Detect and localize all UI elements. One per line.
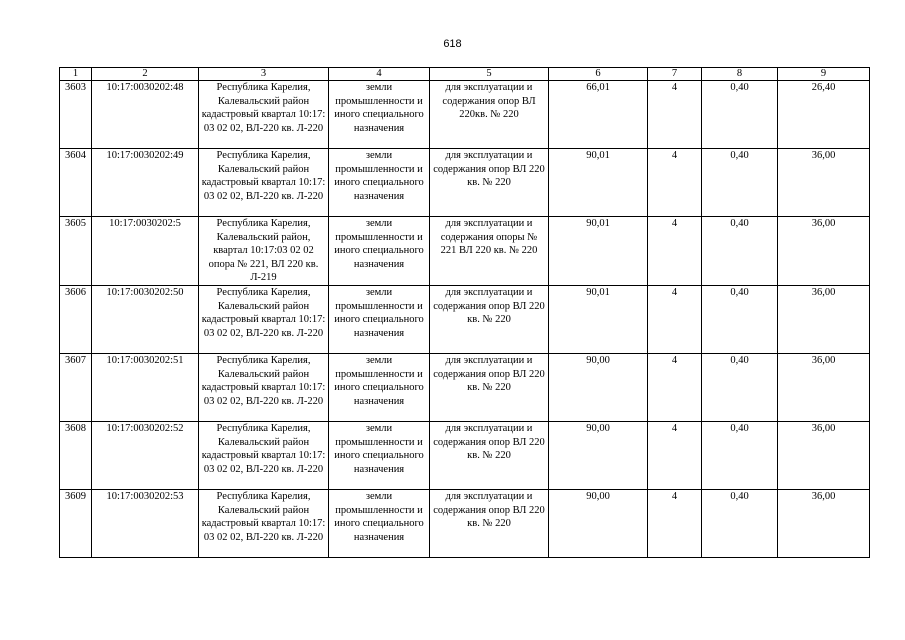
cell-row-id: 3605	[60, 217, 92, 286]
table-row	[60, 285, 870, 353]
cell-col8: 0,40	[702, 217, 778, 286]
cell-location: Республика Карелия, Калевальский район кадастровый квартал 10:17: 03 02 02, ВЛ-220 кв. Л-220	[199, 421, 329, 489]
column-number-row	[60, 68, 870, 81]
table-body	[60, 81, 870, 558]
cell-col7: 4	[648, 489, 702, 557]
cell-col7: 4	[648, 81, 702, 149]
cell-permitted-use: для эксплуатации и содержания опор ВЛ 220 кв. № 220	[430, 149, 549, 217]
cell-col8: 0,40	[702, 353, 778, 421]
cell-permitted-use: для эксплуатации и содержания опор ВЛ 220кв. № 220	[430, 81, 549, 149]
cell-location: Республика Карелия, Калевальский район кадастровый квартал 10:17: 03 02 02, ВЛ-220 кв. Л-220	[199, 285, 329, 353]
cell-row-id: 3604	[60, 149, 92, 217]
column-number-header: 9	[778, 68, 870, 81]
cell-col8: 0,40	[702, 149, 778, 217]
column-number-header: 6	[549, 68, 648, 81]
table-row	[60, 421, 870, 489]
cell-col8: 0,40	[702, 81, 778, 149]
cell-col7: 4	[648, 217, 702, 286]
cell-col7: 4	[648, 285, 702, 353]
cell-land-category: земли промышленности и иного специального назначения	[329, 489, 430, 557]
table-row	[60, 81, 870, 149]
cell-col9: 36,00	[778, 489, 870, 557]
cell-area: 90,00	[549, 353, 648, 421]
cell-land-category: земли промышленности и иного специального назначения	[329, 81, 430, 149]
cell-permitted-use: для эксплуатации и содержания опор ВЛ 220 кв. № 220	[430, 353, 549, 421]
cell-col9: 36,00	[778, 217, 870, 286]
cell-row-id: 3606	[60, 285, 92, 353]
cell-row-id: 3603	[60, 81, 92, 149]
cell-area: 90,00	[549, 421, 648, 489]
cell-cadastral-number: 10:17:0030202:48	[92, 81, 199, 149]
land-registry-table	[59, 67, 870, 558]
cell-col7: 4	[648, 149, 702, 217]
cell-location: Республика Карелия, Калевальский район кадастровый квартал 10:17: 03 02 02, ВЛ-220 кв. Л-220	[199, 489, 329, 557]
table-row	[60, 353, 870, 421]
cell-land-category: земли промышленности и иного специального назначения	[329, 421, 430, 489]
cell-area: 66,01	[549, 81, 648, 149]
table-header	[60, 68, 870, 81]
cell-row-id: 3609	[60, 489, 92, 557]
cell-permitted-use: для эксплуатации и содержания опор ВЛ 220 кв. № 220	[430, 421, 549, 489]
cell-col9: 36,00	[778, 421, 870, 489]
column-number-header: 4	[329, 68, 430, 81]
cell-land-category: земли промышленности и иного специального назначения	[329, 149, 430, 217]
cell-area: 90,01	[549, 285, 648, 353]
cell-land-category: земли промышленности и иного специального назначения	[329, 353, 430, 421]
column-number-header: 3	[199, 68, 329, 81]
cell-col9: 36,00	[778, 149, 870, 217]
cell-col9: 36,00	[778, 285, 870, 353]
cell-cadastral-number: 10:17:0030202:52	[92, 421, 199, 489]
cell-col9: 26,40	[778, 81, 870, 149]
cell-col7: 4	[648, 421, 702, 489]
table-row	[60, 217, 870, 286]
cell-permitted-use: для эксплуатации и содержания опоры № 221 ВЛ 220 кв. № 220	[430, 217, 549, 286]
column-number-header: 1	[60, 68, 92, 81]
cell-permitted-use: для эксплуатации и содержания опор ВЛ 220 кв. № 220	[430, 489, 549, 557]
column-number-header: 2	[92, 68, 199, 81]
cell-land-category: земли промышленности и иного специального назначения	[329, 217, 430, 286]
cell-location: Республика Карелия, Калевальский район кадастровый квартал 10:17: 03 02 02, ВЛ-220 кв. Л-220	[199, 81, 329, 149]
cell-land-category: земли промышленности и иного специального назначения	[329, 285, 430, 353]
table-row	[60, 489, 870, 557]
cell-area: 90,00	[549, 489, 648, 557]
cell-col8: 0,40	[702, 489, 778, 557]
cell-cadastral-number: 10:17:0030202:51	[92, 353, 199, 421]
cell-permitted-use: для эксплуатации и содержания опор ВЛ 220 кв. № 220	[430, 285, 549, 353]
cell-col8: 0,40	[702, 421, 778, 489]
column-number-header: 5	[430, 68, 549, 81]
cell-location: Республика Карелия, Калевальский район кадастровый квартал 10:17: 03 02 02, ВЛ-220 кв. Л-220	[199, 353, 329, 421]
cell-col8: 0,40	[702, 285, 778, 353]
table-row	[60, 149, 870, 217]
column-number-header: 8	[702, 68, 778, 81]
cell-row-id: 3608	[60, 421, 92, 489]
cell-col7: 4	[648, 353, 702, 421]
cell-cadastral-number: 10:17:0030202:5	[92, 217, 199, 286]
cell-col9: 36,00	[778, 353, 870, 421]
cell-cadastral-number: 10:17:0030202:53	[92, 489, 199, 557]
cell-area: 90,01	[549, 149, 648, 217]
page-number: 618	[443, 38, 462, 50]
cell-cadastral-number: 10:17:0030202:49	[92, 149, 199, 217]
cell-location: Республика Карелия, Калевальский район, квартал 10:17:03 02 02 опора № 221, ВЛ 220 кв. Л-219	[199, 217, 329, 286]
cell-cadastral-number: 10:17:0030202:50	[92, 285, 199, 353]
cell-area: 90,01	[549, 217, 648, 286]
column-number-header: 7	[648, 68, 702, 81]
cell-location: Республика Карелия, Калевальский район кадастровый квартал 10:17: 03 02 02, ВЛ-220 кв. Л-220	[199, 149, 329, 217]
cell-row-id: 3607	[60, 353, 92, 421]
